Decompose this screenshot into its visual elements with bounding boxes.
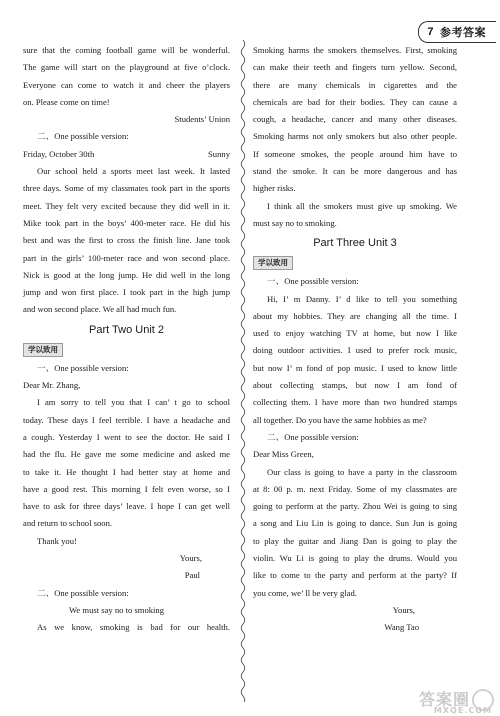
text-line: higher risks. — [253, 183, 296, 194]
text-line: collecting them. I have more than two hundred stamps — [253, 397, 457, 408]
text-line: jump and won first place. I took part in the high jump — [23, 287, 230, 298]
diary-weather: Sunny — [208, 148, 230, 159]
letter-closing: Yours, — [392, 604, 415, 615]
text-line: used to enjoy watching TV at home, but now I like — [253, 328, 457, 339]
header-title: 参考答案 — [440, 26, 486, 39]
text-line: there are many chemicals in cigarettes and the — [253, 79, 457, 90]
text-line: part in the girls’ 100-meter race and won second place. — [23, 252, 230, 263]
text-line: Smoking harms not only smokers but also other people. — [253, 131, 457, 142]
text-line: I am sorry to tell you that I can’ t go to school — [37, 397, 230, 408]
text-line: doing outdoor activities. I used to prefer rock music, — [253, 345, 457, 356]
text-line: have a good rest. This morning I felt even worse, so I — [23, 483, 230, 494]
watermark-logo — [398, 687, 496, 715]
version-heading: 二、One possible version: — [37, 587, 129, 598]
essay-title: We must say no to smoking — [69, 604, 165, 615]
text-line: and return to school soon. — [23, 518, 113, 529]
text-line: meet. They felt very excited because they did well in it. — [23, 200, 230, 211]
version-heading: 二、One possible version: — [267, 431, 359, 442]
header-badge — [418, 21, 496, 43]
letter-thanks: Thank you! — [37, 535, 77, 546]
text-line: and won second place. We all had much fun. — [23, 304, 177, 315]
text-line: but now I’ m fond of pop music. I used to know little — [253, 362, 457, 373]
version-heading: 二、One possible version: — [37, 131, 129, 142]
text-line: have to ask for three days’ leave. I hope I can get well — [23, 501, 230, 512]
text-line: If someone smokes, the people around him have to — [253, 148, 457, 159]
text-line: three days. Some of my classmates took part in the sports — [23, 183, 230, 194]
letter-closing: Yours, — [179, 553, 202, 564]
unit-title: Part Two Unit 2 — [89, 323, 164, 336]
text-line: violin. Wu Li is going to play the drums. Would you — [253, 553, 457, 564]
letter-signature: Wang Tao — [384, 622, 419, 633]
text-line: I think all the smokers must give up smoking. We — [267, 200, 457, 211]
text-line: Everyone can come to watch it and cheer the players — [23, 79, 230, 90]
text-line: sure that the coming football game will be wonderful. — [23, 45, 230, 55]
text-line: about collecting stamps, but now I am fond of — [253, 380, 457, 391]
diary-date-line — [23, 146, 230, 163]
column-divider — [239, 40, 247, 702]
text-line: Our school held a sports meet last week. It lasted — [37, 166, 230, 177]
text-line: Hi, I’ m Danny. I’ d like to tell you something — [267, 293, 457, 304]
text-line: Smoking harms the smokers themselves. First, smoking — [253, 45, 457, 55]
watermark-text: 答案圈 — [418, 690, 470, 709]
text-line: all together. Do you have the same hobbies as me? — [253, 414, 427, 425]
text-line: you come, we’ ll be very glad. — [253, 587, 357, 598]
text-line: must say no to smoking. — [253, 217, 337, 228]
text-line: can make their teeth and fingers turn yellow. Second, — [253, 62, 457, 73]
page-number: 7 — [427, 26, 434, 38]
text-line: cough, a headache, cancer and many other diseases. — [253, 114, 457, 125]
right-column — [253, 42, 457, 637]
text-line: best and was the first to cross the finish line. Jane took — [23, 235, 230, 246]
text-line: a cough. Yesterday I went to see the doctor. He said I — [23, 431, 230, 442]
left-column — [23, 42, 230, 637]
diary-date: Friday, October 30th — [23, 148, 95, 159]
letter-signature: Paul — [184, 570, 200, 581]
text-line: like to come to the party and perform at the party? If — [253, 570, 457, 581]
text-line: stand the smoke. It can be more dangerous and has — [253, 166, 457, 177]
text-line: The game will start on the playground at five o’clock. — [23, 62, 230, 73]
letter-greeting: Dear Miss Green, — [253, 449, 314, 460]
text-line: going to perform at the party. Zhou Wei is going to sing — [253, 501, 457, 512]
section-tag: 学以致用 — [253, 256, 293, 270]
text-line: Our class is going to have a party in the classroom — [267, 466, 457, 477]
text-line: at 8: 00 p. m. next Friday. Some of my classmates are — [253, 483, 457, 494]
text-line: on. Please come on time! — [23, 96, 110, 107]
text-line: had the flu. He gave me some medicine and asked me — [23, 449, 230, 460]
version-heading: 一、One possible version: — [37, 362, 129, 373]
signature-line: Students’ Union — [174, 114, 230, 125]
text-line: a song and Liu Lin is going to dance. Sun Jun is going — [253, 518, 457, 529]
version-heading: 一、One possible version: — [267, 276, 359, 287]
text-line: chemicals are bad for their bodies. They can cause a — [253, 96, 457, 107]
text-line: Nick is good at the long jump. He did well in the long — [23, 269, 230, 280]
text-line: today. These days I feel terrible. I have a headache and — [23, 414, 230, 425]
text-line: Mike took part in the boys’ 400-meter race. He did his — [23, 217, 230, 228]
unit-title: Part Three Unit 3 — [313, 237, 397, 250]
watermark-url: MXQE.COM — [433, 706, 492, 715]
text-line: about my hobbies. They are changing all the time. I — [253, 310, 457, 321]
letter-greeting: Dear Mr. Zhang, — [23, 380, 81, 391]
text-line: to take it. He thought I had better stay at home and — [23, 466, 230, 477]
text-line: to play the guitar and Jiang Dan is going to play the — [253, 535, 457, 546]
text-line: As we know, smoking is bad for our health. — [37, 622, 230, 633]
section-tag: 学以致用 — [23, 343, 63, 357]
